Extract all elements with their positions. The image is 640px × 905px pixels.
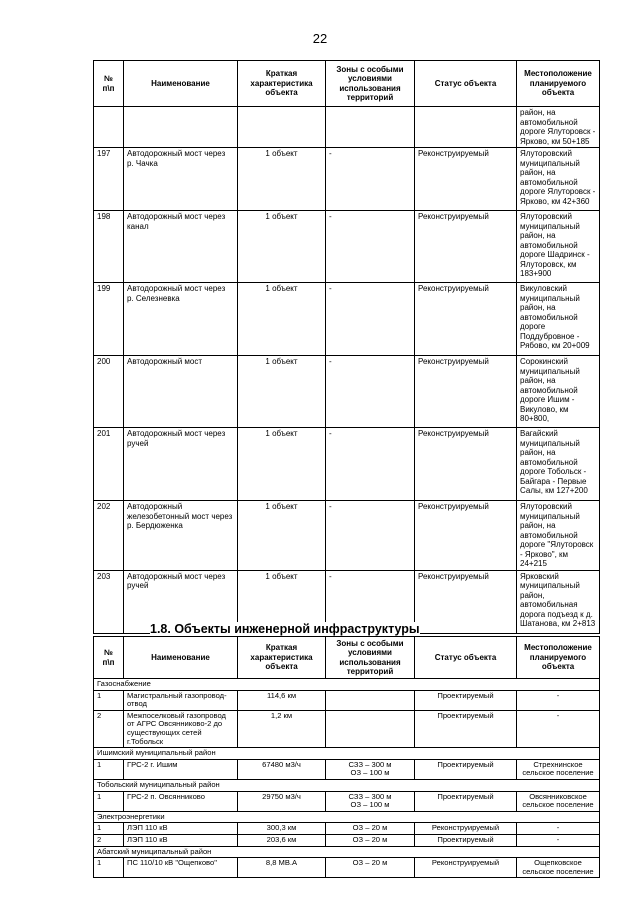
cell-characteristic: 1 объект <box>238 283 326 356</box>
group-label: Тобольский муниципальный район <box>94 779 600 791</box>
cell-location: Ялуторовский муниципальный район, на автомобильной дороге Шадринск - Ялуторовск, км 183+900 <box>517 211 600 283</box>
cell-location: - <box>517 823 600 835</box>
cell-characteristic: 114,6 км <box>238 690 326 710</box>
cell-name: Магистральный газопровод-отвод <box>124 690 238 710</box>
cell-name: ГРС-2 г. Ишим <box>124 759 238 779</box>
cell-name: ПС 110/10 кВ "Ощепково" <box>124 858 238 878</box>
cell-number: 1 <box>94 858 124 878</box>
cell-status: Реконструируемый <box>415 858 517 878</box>
cell-number: 1 <box>94 823 124 835</box>
cell-location: Ощепковское сельское поселение <box>517 858 600 878</box>
header-location: Местоположение планируемого объекта <box>517 637 600 679</box>
table-row-continuation <box>94 107 600 148</box>
cell-zones: - <box>326 356 415 428</box>
header-zones: Зоны с особыми условиями использования территорий <box>326 61 415 107</box>
cell-number: 1 <box>94 759 124 779</box>
cell-characteristic: 1 объект <box>238 356 326 428</box>
table-row <box>94 823 600 835</box>
group-row-gas <box>94 679 600 691</box>
cell-status: Реконструируемый <box>415 148 517 211</box>
cell-number: 201 <box>94 428 124 501</box>
header-characteristic: Краткая характеристика объекта <box>238 637 326 679</box>
table-row <box>94 834 600 846</box>
cell-characteristic: 1 объект <box>238 570 326 633</box>
group-label: Ишимский муниципальный район <box>94 748 600 760</box>
header-name: Наименование <box>124 61 238 107</box>
cell-characteristic: 8,8 МВ.А <box>238 858 326 878</box>
cell-zones <box>326 690 415 710</box>
cell-status: Реконструируемый <box>415 570 517 633</box>
table-row <box>94 710 600 747</box>
cell-name: Межпоселковый газопровод от АГРС Овсянниково-2 до существующих сетей г.Тобольск <box>124 710 238 747</box>
table-row <box>94 690 600 710</box>
cell-location: Стрехнинское сельское поселение <box>517 759 600 779</box>
header-status: Статус объекта <box>415 61 517 107</box>
group-row-abatsky <box>94 846 600 858</box>
group-row-tobolsk <box>94 779 600 791</box>
table-row <box>94 211 600 283</box>
header-location: Местоположение планируемого объекта <box>517 61 600 107</box>
cell-number: 198 <box>94 211 124 283</box>
cell-location: - <box>517 834 600 846</box>
table-row <box>94 759 600 779</box>
cell-name: Автодорожный мост через р. Селезневка <box>124 283 238 356</box>
cell-zones: - <box>326 283 415 356</box>
table-header-row <box>94 61 600 107</box>
cell-number: 1 <box>94 690 124 710</box>
header-characteristic: Краткая характеристика объекта <box>238 61 326 107</box>
group-row-energy <box>94 811 600 823</box>
page-number: 22 <box>312 31 328 46</box>
cell-name: Автодорожный мост через канал <box>124 211 238 283</box>
cell-number: 1 <box>94 791 124 811</box>
header-status: Статус объекта <box>415 637 517 679</box>
cell-status: Проектируемый <box>415 690 517 710</box>
cell-characteristic: 300,3 км <box>238 823 326 835</box>
header-number: № п\п <box>94 637 124 679</box>
cell-name: ЛЭП 110 кВ <box>124 823 238 835</box>
cell-location: Вагайский муниципальный район, на автомобильной дороге Тобольск - Байгара - Первые Салы, км 127+200 <box>517 428 600 501</box>
cell-number: 199 <box>94 283 124 356</box>
cell-zones: - <box>326 148 415 211</box>
cell-name: ГРС-2 п. Овсянниково <box>124 791 238 811</box>
cell-characteristic: 1,2 км <box>238 710 326 747</box>
cell-status: Проектируемый <box>415 791 517 811</box>
cell-characteristic: 1 объект <box>238 211 326 283</box>
cell-name: Автодорожный мост через ручей <box>124 428 238 501</box>
cell-zones: ОЗ – 20 м <box>326 858 415 878</box>
cell-location: Викуловский муниципальный район, на автомобильной дороге Поддубровное - Рябово, км 20+009 <box>517 283 600 356</box>
header-zones: Зоны с особыми условиями использования территорий <box>326 637 415 679</box>
cell-zones <box>326 710 415 747</box>
cell-status: Реконструируемый <box>415 283 517 356</box>
cell-location: Ялуторовский муниципальный район, на автомобильной дороге Ялуторовск - Ярково, км 42+360 <box>517 148 600 211</box>
engineering-infrastructure-table <box>93 636 600 878</box>
cell-zones: СЗЗ – 300 м ОЗ – 100 м <box>326 791 415 811</box>
cell-characteristic: 1 объект <box>238 501 326 571</box>
cell-characteristic: 1 объект <box>238 428 326 501</box>
cell-number: 200 <box>94 356 124 428</box>
table-row <box>94 791 600 811</box>
cell-characteristic: 1 объект <box>238 148 326 211</box>
cell-number: 203 <box>94 570 124 633</box>
cell-status: Реконструируемый <box>415 428 517 501</box>
group-label: Газоснабжение <box>94 679 600 691</box>
cell-status: Реконструируемый <box>415 823 517 835</box>
table-row <box>94 283 600 356</box>
cell-zones: - <box>326 501 415 571</box>
cell-name: Автодорожный мост <box>124 356 238 428</box>
cell-status: Проектируемый <box>415 834 517 846</box>
section-title: 1.8. Объекты инженерной инфраструктуры <box>150 622 420 636</box>
cell-zones: - <box>326 211 415 283</box>
cell-characteristic: 29750 м3/ч <box>238 791 326 811</box>
group-label: Абатский муниципальный район <box>94 846 600 858</box>
cell-zones: - <box>326 570 415 633</box>
cell-zones: ОЗ – 20 м <box>326 823 415 835</box>
cell-name: Автодорожный мост через ручей <box>124 570 238 633</box>
cell-zones: ОЗ – 20 м <box>326 834 415 846</box>
table-row <box>94 356 600 428</box>
cell-location: Ялуторовский муниципальный район, на автомобильной дороге "Ялуторовск - Ярково", км 24+215 <box>517 501 600 571</box>
cell-location: Ярковский муниципальный район, автомобильная дорога подъезд к д. Шатанова, км 2+813 <box>517 570 600 633</box>
table-row <box>94 148 600 211</box>
cell-number: 2 <box>94 834 124 846</box>
cell-status: Проектируемый <box>415 759 517 779</box>
header-name: Наименование <box>124 637 238 679</box>
cell-name: Автодорожный мост через р. Чачка <box>124 148 238 211</box>
cell-location: район, на автомобильной дороге Ялуторовск - Ярково, км 50+185 <box>517 107 600 148</box>
cell-zones: СЗЗ – 300 м ОЗ – 100 м <box>326 759 415 779</box>
cell-number: 197 <box>94 148 124 211</box>
cell-name: ЛЭП 110 кВ <box>124 834 238 846</box>
cell-status: Реконструируемый <box>415 211 517 283</box>
cell-status: Реконструируемый <box>415 356 517 428</box>
cell-characteristic: 203,6 км <box>238 834 326 846</box>
cell-characteristic: 67480 м3/ч <box>238 759 326 779</box>
cell-location: Сорокинский муниципальный район, на автомобильной дороге Ишим - Викулово, км 80+800, <box>517 356 600 428</box>
cell-number: 2 <box>94 710 124 747</box>
cell-location: - <box>517 690 600 710</box>
group-row-ishim <box>94 748 600 760</box>
table-row <box>94 858 600 878</box>
cell-location: - <box>517 710 600 747</box>
table-row <box>94 428 600 501</box>
cell-zones: - <box>326 428 415 501</box>
table-row <box>94 501 600 571</box>
header-number: № п\п <box>94 61 124 107</box>
cell-number: 202 <box>94 501 124 571</box>
cell-location: Овсянниковское сельское поселение <box>517 791 600 811</box>
cell-status: Реконструируемый <box>415 501 517 571</box>
cell-status: Проектируемый <box>415 710 517 747</box>
group-label: Электроэнергетики <box>94 811 600 823</box>
road-bridges-table <box>93 60 600 634</box>
cell-name: Автодорожный железобетонный мост через р. Бердюженка <box>124 501 238 571</box>
table-header-row <box>94 637 600 679</box>
